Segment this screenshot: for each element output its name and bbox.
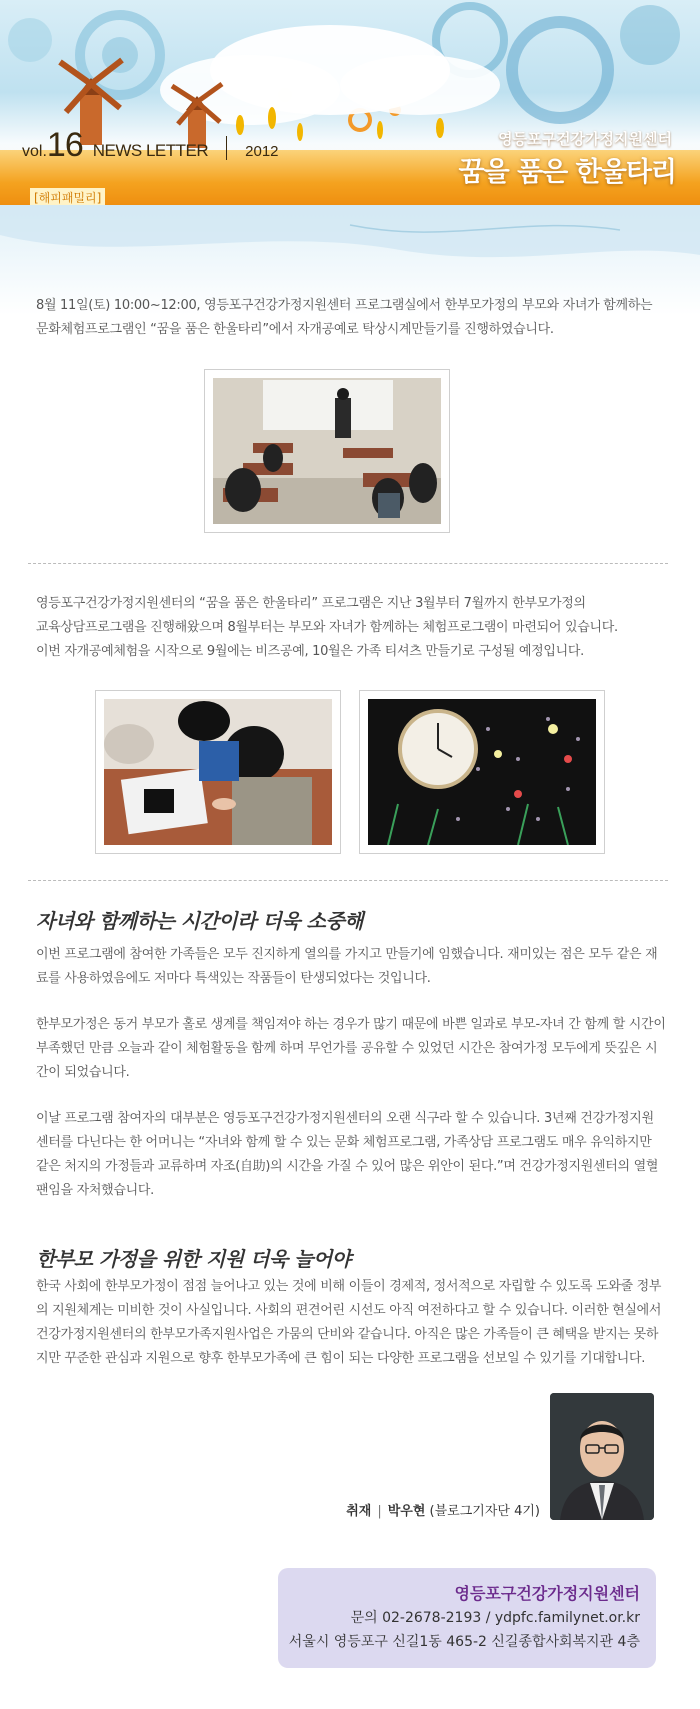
intro-paragraph: 8월 11일(토) 10:00~12:00, 영등포구건강가정지원센터 프로그램실에서 한부모가정의 부모와 자녀가 함께하는 문화체험프로그램인 “꿈을 품은 한울타리”에서 자개공예로 탁상시계만들기를 진행하였습니다.: [36, 298, 653, 337]
section1-paragraph-1: 이번 프로그램에 참여한 가족들은 모두 진지하게 열의를 가지고 만들기에 임했습니다. 재미있는 점은 모두 같은 재료를 사용하였음에도 저마다 특색있는 작품들이 탄생되었다는 것입니다.: [36, 947, 658, 986]
section-tag: [해피패밀리]: [30, 188, 105, 205]
reporter-role: (블로그기자단 4기): [429, 1504, 540, 1519]
issue-year: 2012: [245, 143, 279, 160]
children-crafting-photo: [104, 699, 332, 845]
section1-paragraph-3: 이날 프로그램 참여자의 대부분은 영등포구건강가정지원센터의 오랜 식구라 할 수 있습니다. 3년째 건강가정지원센터를 다닌다는 한 어머니는 “자녀와 함께 할 수 있는 문화 체험프로그램, 가족상담 프로그램도 매우 유익하지만 같은 처지의 가정들과 교류하며 자조(自助)의 시간을 가질 수 있어 많은 위안이 된다.”며 건강가정지원센터의 열혈 팬임을 자처했습니다.: [36, 1111, 659, 1198]
section2-paragraph: 한국 사회에 한부모가정이 점점 늘어나고 있는 것에 비해 이들이 경제적, 정서적으로 자립할 수 있도록 도와줄 정부의 지원체계는 미비한 것이 사실입니다. 사회의 편견어린 시선도 아직 여전하다고 할 수 있습니다. 이러한 현실에서 건강가정지원센터의 한부모가족지원사업은 가뭄의 단비와 같습니다. 아직은 많은 가족들이 큰 혜택을 받지는 못하지만 꾸준한 관심과 지원으로 향후 한부모가족에 큰 힘이 되는 다양한 프로그램을 선보일 수 있기를 기대합니다.: [36, 1279, 662, 1366]
photo-mother-of-pearl-clock: [359, 690, 605, 854]
issue-separator: [226, 136, 227, 160]
section1-paragraph-2: 한부모가정은 동거 부모가 홀로 생계를 책임져야 하는 경우가 많기 때문에 바쁜 일과로 부모-자녀 간 함께 할 시간이 부족했던 만큼 오늘과 같이 체험활동을 함께 하며 무언가를 공유할 수 있었던 시간은 참여가정 모두에게 뜻깊은 시간이 되었습니다.: [36, 1017, 666, 1080]
newsletter-label: NEWS LETTER: [92, 141, 209, 160]
program-paragraph: [36, 592, 666, 664]
classroom-photo: [213, 378, 441, 524]
credit-separator: |: [377, 1504, 382, 1519]
article-credit: [300, 1500, 540, 1519]
photo-children-crafting: [95, 690, 341, 854]
photo-classroom: [204, 369, 450, 533]
program-title: 꿈을 품은 한울타리: [458, 157, 676, 188]
contact-org-name: 영등포구건강가정지원센터: [454, 1584, 640, 1603]
vol-number: 16: [46, 126, 83, 164]
program-line-3: 이번 자개공예체험을 시작으로 9월에는 비즈공예, 10월은 가족 티셔츠 만들기로 구성될 예정입니다.: [36, 644, 584, 659]
header-org-name: 영등포구건강가정지원센터: [498, 130, 672, 148]
credit-label: 취재: [346, 1504, 372, 1519]
section2-title: 한부모 가정을 위한 지원 더욱 늘어야: [36, 1247, 351, 1271]
issue-info: [22, 126, 279, 165]
section-divider-1: [28, 563, 668, 564]
newsletter-header: [0, 0, 700, 205]
contact-inquiry: 문의 02-2678-2193 / ydpfc.familynet.or.kr: [350, 1610, 640, 1626]
program-line-2: 교육상담프로그램을 진행해왔으며 8월부터는 부모와 자녀가 함께하는 체험프로그램이 마련되어 있습니다.: [36, 620, 618, 635]
program-line-1: 영등포구건강가정지원센터의 “꿈을 품은 한울타리” 프로그램은 지난 3월부터 7월까지 한부모가정의: [36, 596, 586, 611]
reporter-name: 박우현: [387, 1504, 426, 1519]
contact-box: [278, 1568, 656, 1668]
reporter-portrait: [550, 1393, 654, 1520]
contact-address: 서울시 영등포구 신길1동 465-2 신길종합사회복지관 4층: [288, 1634, 640, 1650]
section-divider-2: [28, 880, 668, 881]
section1-title: 자녀와 함께하는 시간이라 더욱 소중해: [36, 909, 363, 933]
vol-prefix: vol.: [22, 143, 47, 160]
clock-craft-photo: [368, 699, 596, 845]
